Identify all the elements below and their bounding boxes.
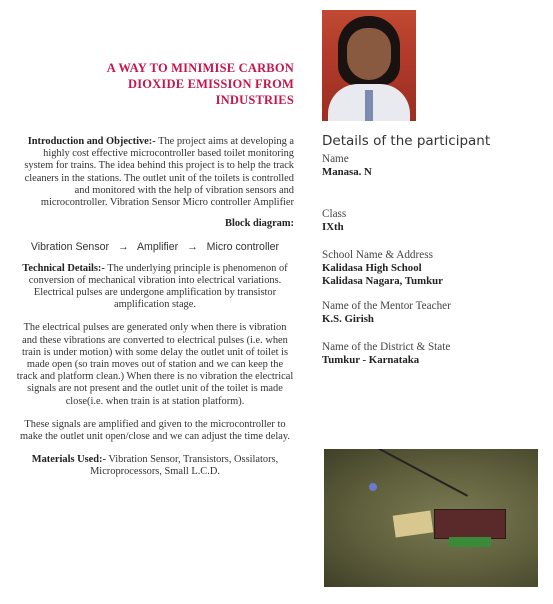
block-diagram-heading: [16, 218, 294, 230]
block-item-sensor: Vibration Sensor: [30, 241, 110, 254]
intro-text: The project aims at developing a highly cost effective microcontroller based toilet monitoring system for trains. The idea behind this project is to help the track cleaners in the stations. The outlet unit of the toilets is controlled and monitored with the help of vibration sensors and microcontroller. Vibration Sensor Micro controller Amplifier: [24, 136, 294, 209]
project-photo: [324, 449, 538, 587]
block-diagram-label: Block diagram:: [225, 218, 294, 230]
school-field: [322, 249, 443, 287]
mentor-label: Name of the Mentor Teacher: [322, 300, 451, 312]
technical-text: The underlying principle is phenomenon of conversion of mechanical vibration into electrical variations. Electrical pulses are undergone amplification by transistor amplification stage.: [28, 262, 288, 311]
name-label: Name: [322, 153, 349, 165]
school-address: Kalidasa Nagara, Tumkur: [322, 274, 443, 287]
technical-label: Technical Details:-: [22, 262, 105, 274]
materials-text: Vibration Sensor, Transistors, Ossilators, Microprocessors, Small L.C.D.: [90, 454, 279, 478]
district-value: Tumkur - Karnataka: [322, 354, 420, 366]
participant-heading: Details of the participant: [322, 133, 491, 149]
school-label: School Name & Address: [322, 249, 433, 261]
name-field: [322, 153, 372, 179]
class-value: IXth: [322, 221, 344, 233]
participant-photo: [322, 10, 416, 121]
intro-paragraph: [16, 136, 294, 209]
name-value: Manasa. N: [322, 166, 372, 178]
technical-paragraph: [16, 263, 294, 312]
district-field: [322, 341, 450, 367]
page-title: A WAY TO MINIMISE CARBON DIOXIDE EMISSION FROM INDUSTRIES: [106, 61, 294, 107]
mentor-value: K.S. Girish: [322, 313, 374, 325]
arrow-icon: →: [187, 241, 198, 254]
school-name: Kalidasa High School: [322, 262, 422, 274]
district-label: Name of the District & State: [322, 341, 451, 353]
materials-paragraph: [16, 454, 294, 478]
project-description: [16, 136, 294, 486]
class-label: Class: [322, 208, 347, 220]
block-item-microcontroller: Micro controller: [206, 241, 280, 254]
block-item-amplifier: Amplifier: [136, 241, 179, 254]
pulses-paragraph: The electrical pulses are generated only when there is vibration and these vibrations are converted to electrical pulses (i.e. when train is under motion) with some delay the outlet unit of toilet is made open (so train moves out of station and we can keep the track and platform clean.) When there is no vibration the electrical signals are not present and the outlet unit of the toilet is made close(i.e. when train is at station platform).: [16, 322, 294, 407]
arrow-icon: →: [118, 241, 129, 254]
signals-paragraph: These signals are amplified and given to the microcontroller to make the outlet unit open/close and we can adjust the time delay.: [20, 418, 290, 443]
intro-label: Introduction and Objective:-: [27, 136, 156, 147]
block-diagram: [16, 241, 294, 253]
materials-label: Materials Used:-: [31, 454, 106, 466]
mentor-field: [322, 300, 451, 326]
class-field: [322, 208, 346, 234]
